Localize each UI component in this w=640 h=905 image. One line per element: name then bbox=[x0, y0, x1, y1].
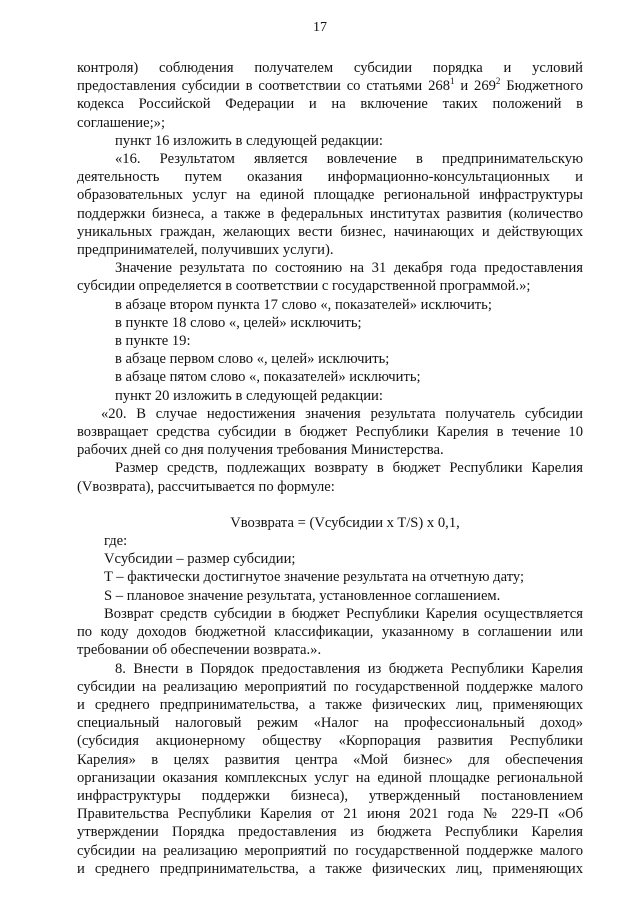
text-line: пункт 20 изложить в следующей редакции: bbox=[115, 387, 383, 404]
text-line: «16. Результатом является вовлечение в предпринимательскую bbox=[115, 151, 583, 168]
text-line: (Vвозврата), рассчитывается по формуле: bbox=[77, 478, 335, 495]
text-fragment: Бюджетного bbox=[500, 78, 584, 95]
text-line: «20. В случае недостижения значения результата получатель субсидии bbox=[101, 405, 583, 422]
text-line: в абзаце первом слово «, целей» исключить; bbox=[115, 351, 390, 368]
document-body bbox=[77, 59, 583, 878]
text-line: Vсубсидии – размер субсидии; bbox=[104, 551, 296, 568]
text-line: и среднего предпринимательства, а также физических лиц, применяющих bbox=[77, 860, 583, 877]
text-line: уникальных граждан, желающих вести бизнес, начинающих и действующих bbox=[77, 223, 583, 240]
text-line: соглашение;»; bbox=[77, 114, 165, 131]
text-line: контроля) соблюдения получателем субсидии порядка и условий bbox=[77, 60, 583, 76]
text-line: предпринимателей, получивших услуги). bbox=[77, 242, 334, 259]
text-line: рабочих дней со дня получения требования Министерства. bbox=[77, 442, 444, 459]
text-fragment: и 269 bbox=[454, 78, 496, 95]
text-line: субсидии определяется в соответствии с государственной программой.»; bbox=[77, 278, 531, 295]
text-line: специальный налоговый режим «Налог на профессиональный доход» bbox=[77, 715, 583, 732]
text-fragment: предоставления субсидии в соответствии со статьями 268 bbox=[77, 78, 450, 95]
text-line: субсидии на реализацию мероприятий по государственной поддержке малого bbox=[77, 842, 583, 859]
superscript: 1 bbox=[450, 76, 455, 87]
text-line: где: bbox=[104, 533, 128, 550]
text-line: по коду доходов бюджетной классификации, указанному в соглашении или bbox=[77, 624, 583, 641]
superscript: 2 bbox=[495, 76, 501, 87]
text-line: деятельность путем оказания информационно-консультационных и bbox=[77, 169, 583, 186]
text-line: пункт 16 изложить в следующей редакции: bbox=[115, 132, 383, 149]
text-line: 8. Внести в Порядок предоставления из бюджета Республики Карелия bbox=[115, 660, 583, 677]
text-line: Значение результата по состоянию на 31 декабря года предоставления bbox=[115, 260, 583, 277]
page-number: 17 bbox=[313, 20, 327, 35]
formula: Vвозврата = (Vсубсидии x T/S) x 0,1, bbox=[230, 514, 460, 531]
text-line: образовательных услуг на единой площадке региональной инфраструктуры bbox=[77, 187, 583, 204]
text-line: утверждении Порядка предоставления из бюджета Республики Карелия bbox=[77, 824, 583, 841]
text-line: (субсидия акционерному обществу «Корпорация развития Республики bbox=[77, 733, 583, 750]
text-line: кодекса Российской Федерации и на включение таких положений в bbox=[77, 96, 583, 113]
text-line: поддержки бизнеса, а также в федеральных институтах развития (количество bbox=[77, 205, 583, 222]
text-line: в абзаце втором пункта 17 слово «, показателей» исключить; bbox=[115, 296, 492, 313]
text-line: Возврат средств субсидии в бюджет Республики Карелия осуществляется bbox=[104, 605, 583, 622]
text-line: инфраструктуры поддержки бизнеса), утвержденный постановлением bbox=[77, 787, 583, 804]
text-line bbox=[77, 77, 583, 95]
text-line: в абзаце пятом слово «, показателей» исключить; bbox=[115, 369, 421, 386]
text-line: T – фактически достигнутое значение результата на отчетную дату; bbox=[104, 569, 525, 586]
text-line: требовании об обеспечении возврата.». bbox=[77, 642, 322, 659]
text-line: возвращает средства субсидии в бюджет Республики Карелия в течение 10 bbox=[77, 424, 583, 441]
text-line: организации оказания комплексных услуг на единой площадке региональной bbox=[77, 769, 583, 786]
text-line: Правительства Республики Карелия от 21 июня 2021 года № 229-П «Об bbox=[77, 806, 583, 823]
text-line: субсидии на реализацию мероприятий по государственной поддержке малого bbox=[77, 678, 583, 695]
text-line: Размер средств, подлежащих возврату в бюджет Республики Карелия bbox=[115, 460, 583, 477]
text-line: Карелия» в целях развития центра «Мой бизнес» для обеспечения bbox=[77, 751, 583, 768]
text-line: и среднего предпринимательства, а также физических лиц, применяющих bbox=[77, 696, 583, 713]
text-line: S – плановое значение результата, установленное соглашением. bbox=[104, 587, 501, 604]
text-line: в пункте 18 слово «, целей» исключить; bbox=[115, 314, 362, 331]
text-line: в пункте 19: bbox=[115, 333, 191, 350]
